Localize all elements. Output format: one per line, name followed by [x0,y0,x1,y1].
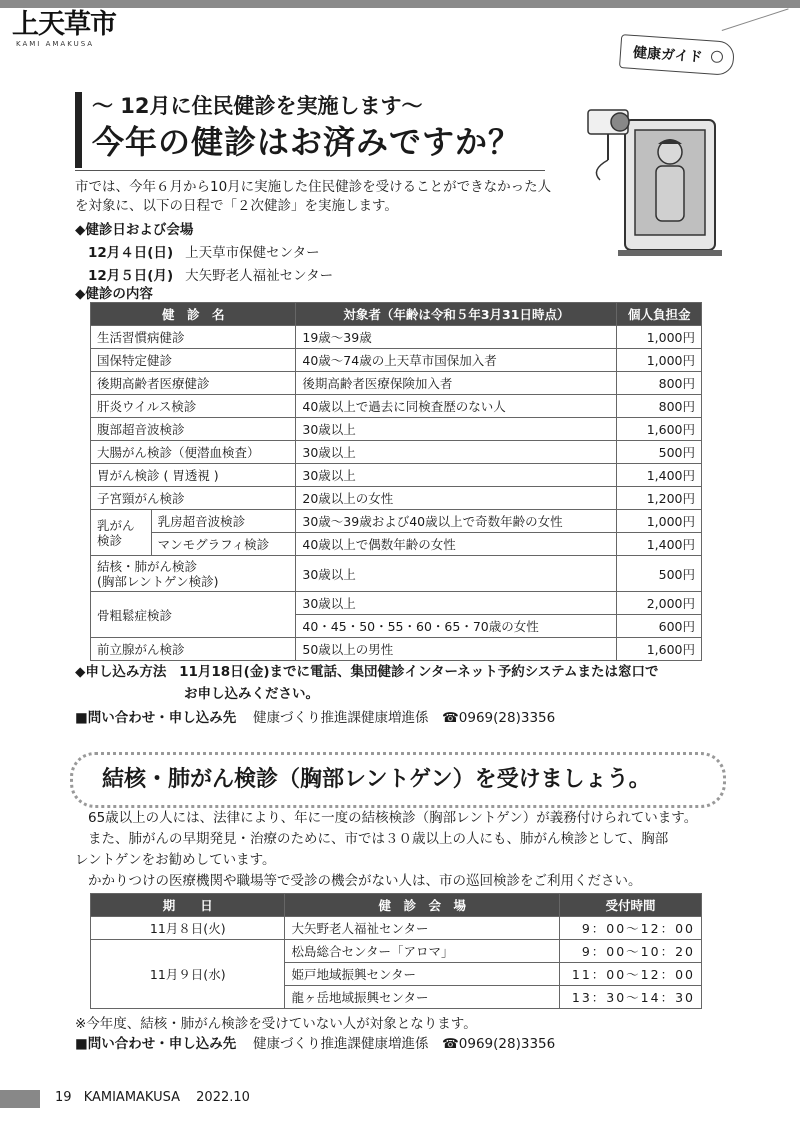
row-fee: 800円 [617,372,702,395]
content-heading: ◆健診の内容 [75,286,153,302]
schedule-1-date: 12月４日(日) [88,245,174,261]
row-fee: 600円 [617,615,702,638]
contact-2 [75,1032,555,1052]
intro-line-2: を対象に、以下の日程で「２次健診」を実施します。 [75,198,398,214]
col-header-fee: 個人負担金 [617,303,702,326]
section2-para-4: かかりつけの医療機関や職場等で受診の機会がない人は、市の巡回検診をご利用ください。 [88,873,642,889]
row-time: 11：00〜12：00 [560,963,702,986]
row-target: 19歳〜39歳 [296,326,617,349]
health-guide-tag [619,34,735,76]
row-target: 20歳以上の女性 [296,487,617,510]
contact-1-text: 健康づくり推進課健康増進係 ☎0969(28)3356 [252,710,556,726]
apply-label: ◆申し込み方法 [75,664,167,680]
row-venue: 龍ヶ岳地域振興センター [285,986,560,1009]
row-fee: 2,000円 [617,592,702,615]
title-accent-bar [75,92,82,168]
intro-line-1: 市では、今年６月から10月に実施した住民健診を受けることができなかった人 [75,179,552,195]
checkup-table [90,302,702,661]
table-row [91,441,702,464]
section-subtitle: 〜 12月に住民健診を実施します〜 [92,94,423,118]
table-row [91,326,702,349]
row-target: 40歳以上で過去に同検査歴のない人 [296,395,617,418]
table-row [91,349,702,372]
row-target: 30歳以上 [296,556,617,592]
apply-text-1: 11月18日(金)までに電話、集団健診インターネット予約システムまたは窓口で [179,664,659,680]
row-name: 乳房超音波検診 [151,510,296,533]
footer-bar [0,1090,40,1108]
row-fee: 1,000円 [617,326,702,349]
table-row [91,464,702,487]
issue-date: 2022.10 [196,1090,250,1105]
section2-para-3: レントゲンをお勧めしています。 [75,852,276,868]
table-row [91,487,702,510]
row-target: 40歳〜74歳の上天草市国保加入者 [296,349,617,372]
section2-para-1: 65歳以上の人には、法律により、年に一度の結核検診（胸部レントゲン）が義務付けられています。 [88,810,698,826]
row-target: 50歳以上の男性 [296,638,617,661]
row-venue: 姫戸地域振興センター [285,963,560,986]
row-name: 肝炎ウイルス検診 [91,395,296,418]
row-fee: 1,400円 [617,533,702,556]
contact-2-text: 健康づくり推進課健康増進係 ☎0969(28)3356 [252,1036,556,1052]
row-fee: 500円 [617,441,702,464]
row-target: 40歳以上で偶数年齢の女性 [296,533,617,556]
row-target: 30歳以上 [296,418,617,441]
apply-text-2: お申し込みください。 [184,686,319,702]
row-fee: 500円 [617,556,702,592]
logo-text: 上天草市 [12,9,116,40]
table-row [91,372,702,395]
col-header-venue: 健 診 会 場 [285,894,560,917]
row-venue: 松島総合センター「アロマ」 [285,940,560,963]
row-fee: 1,600円 [617,418,702,441]
schedule-1-venue: 上天草市保健センター [185,245,320,261]
schedule-1 [88,241,320,261]
row-fee: 1,000円 [617,510,702,533]
row-name: 腹部超音波検診 [91,418,296,441]
page-title: 今年の健診はお済みですか？ [92,123,522,161]
schedule-2-date: 12月５日(月) [88,268,174,284]
tag-label: 健康ガイド [632,44,704,66]
contact-2-label: ■問い合わせ・申し込み先 [75,1036,237,1052]
title-divider [75,170,545,171]
row-target: 後期高齢者医療保険加入者 [296,372,617,395]
row-fee: 1,400円 [617,464,702,487]
table-row [91,418,702,441]
row-fee: 1,000円 [617,349,702,372]
row-name: 骨粗鬆症検診 [91,592,296,638]
row-fee: 800円 [617,395,702,418]
row-name: マンモグラフィ検診 [151,533,296,556]
col-header-target: 対象者（年齢は令和５年3月31日時点） [296,303,617,326]
row-fee: 1,600円 [617,638,702,661]
row-name: 子宮頸がん検診 [91,487,296,510]
dates-heading: ◆健診日および会場 [75,222,194,238]
contact-1-label: ■問い合わせ・申し込み先 [75,710,237,726]
table-row [91,592,702,615]
tag-string [722,8,789,32]
row-target: 30歳以上 [296,592,617,615]
col-header-date: 期 日 [91,894,285,917]
page-number: 19 [55,1090,72,1105]
contact-1 [75,706,555,726]
table-row [91,638,702,661]
table-row [91,510,702,533]
footer [55,1090,250,1105]
section2-note: ※今年度、結核・肺がん検診を受けていない人が対象となります。 [75,1016,477,1032]
top-bar [0,0,800,8]
row-name: 結核・肺がん検診 (胸部レントゲン検診) [91,556,296,592]
row-date: 11月９日(水) [91,940,285,1009]
breast-group-label: 乳がん検診 [91,510,152,556]
logo [12,10,122,50]
row-time: 9：00〜10：20 [560,940,702,963]
row-target: 30歳以上 [296,464,617,487]
row-time: 9：00〜12：00 [560,917,702,940]
row-name: 国保特定健診 [91,349,296,372]
row-name: 胃がん検診 ( 胃透視 ) [91,464,296,487]
table-row [91,940,702,963]
schedule-2-venue: 大矢野老人福祉センター [185,268,334,284]
row-target: 30歳以上 [296,441,617,464]
table-row [91,917,702,940]
section2-title: 結核・肺がん検診（胸部レントゲン）を受けましょう。 [102,767,651,792]
table-header-row [91,303,702,326]
table-header-row [91,894,702,917]
table-row [91,556,702,592]
row-venue: 大矢野老人福祉センター [285,917,560,940]
row-name: 大腸がん検診（便潜血検査） [91,441,296,464]
col-header-name: 健 診 名 [91,303,296,326]
logo-subtext: KAMI AMAKUSA [16,40,95,48]
row-date: 11月８日(火) [91,917,285,940]
row-fee: 1,200円 [617,487,702,510]
row-target: 40・45・50・55・60・65・70歳の女性 [296,615,617,638]
apply-method [75,660,658,680]
schedule-2 [88,264,333,284]
row-target: 30歳〜39歳および40歳以上で奇数年齢の女性 [296,510,617,533]
row-name: 生活習慣病健診 [91,326,296,349]
row-name: 前立腺がん検診 [91,638,296,661]
row-name: 後期高齢者医療健診 [91,372,296,395]
row-time: 13：30〜14：30 [560,986,702,1009]
table-row [91,395,702,418]
tag-hole-icon [711,50,724,63]
xray-schedule-table [90,893,702,1009]
table-row [91,533,702,556]
magazine-name: KAMIAMAKUSA [83,1090,181,1105]
section2-para-2: また、肺がんの早期発見・治療のために、市では３０歳以上の人にも、肺がん検診として、胸部 [88,831,669,847]
col-header-time: 受付時間 [560,894,702,917]
